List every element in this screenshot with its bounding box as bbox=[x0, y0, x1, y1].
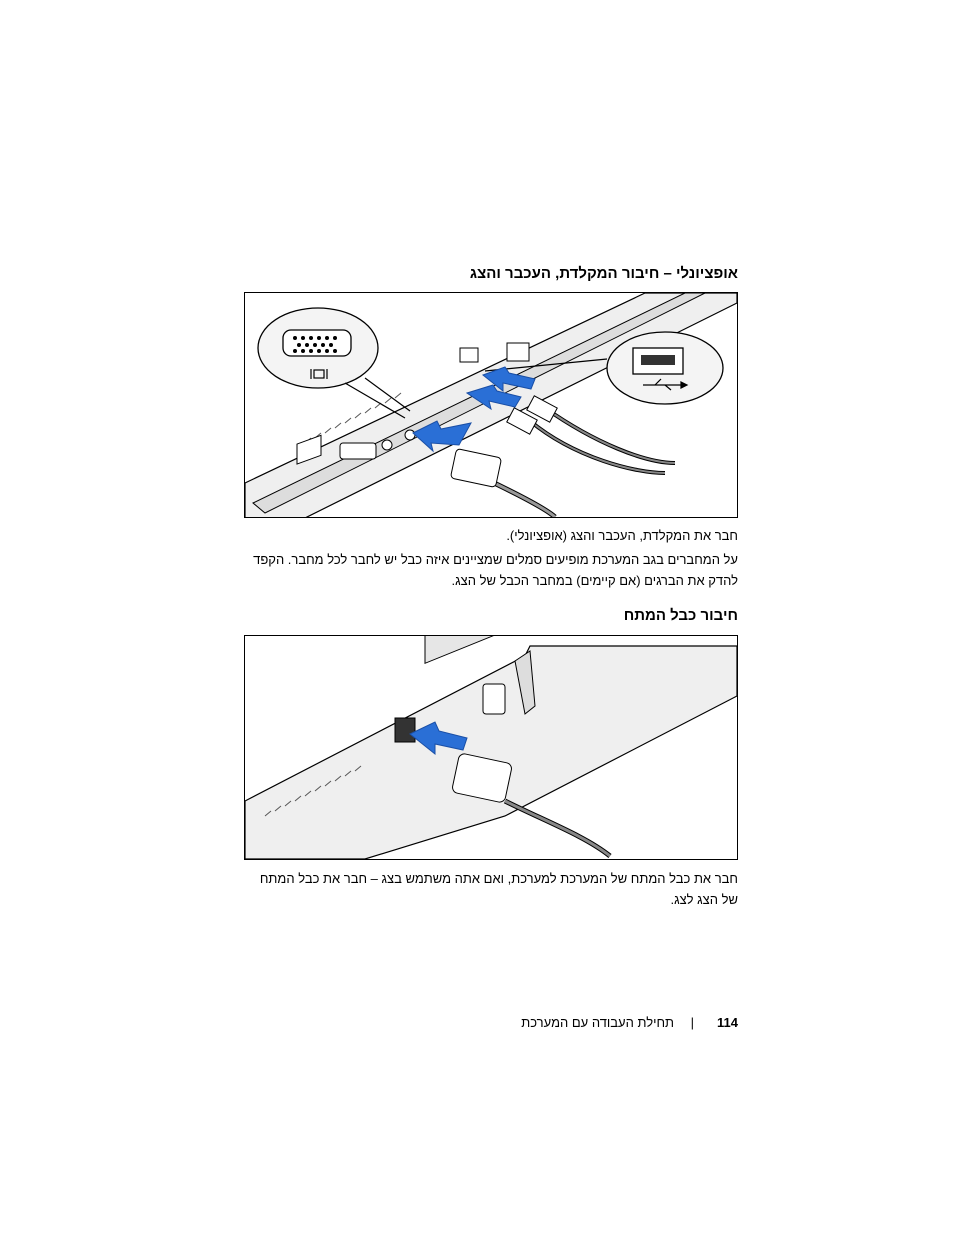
paragraph-power-cable: חבר את כבל המתח של המערכת למערכת, ואם אתה משתמש בצג – חבר את כבל המתח של הצג לצג. bbox=[259, 871, 738, 907]
section-heading-keyboard-mouse-monitor: אופציונלי – חיבור המקלדת, העכבר והצג bbox=[469, 265, 738, 282]
paragraph-connector-symbols: על המחברים בגב המערכת מופיעים סמלים שמציינים איזה כבל יש לחבר לכל מחבר. הקפד להדק את הברגים (אם קיימים) במחבר הכבל של הצג. bbox=[253, 552, 738, 588]
usb-port-icon bbox=[460, 348, 478, 362]
page-number: 114 bbox=[717, 1015, 738, 1030]
figure-keyboard-mouse-monitor bbox=[244, 292, 738, 518]
page-footer bbox=[244, 1015, 738, 1033]
vga-cable bbox=[450, 449, 555, 517]
power-socket-icon bbox=[395, 718, 415, 742]
usb-cables bbox=[507, 396, 675, 473]
figure-caption-keyboard-mouse-monitor: חבר את המקלדת, העכבר והצג (אופציונלי). bbox=[506, 528, 738, 543]
figure-power-cable bbox=[244, 635, 738, 860]
footer-separator: | bbox=[690, 1015, 694, 1030]
vga-port-icon bbox=[340, 443, 376, 459]
connection-illustration bbox=[245, 293, 737, 517]
footer-title: תחילת העבודה עם המערכת bbox=[521, 1015, 674, 1030]
power-illustration bbox=[245, 636, 737, 859]
section-heading-power-cable: חיבור כבל המתח bbox=[623, 607, 738, 624]
